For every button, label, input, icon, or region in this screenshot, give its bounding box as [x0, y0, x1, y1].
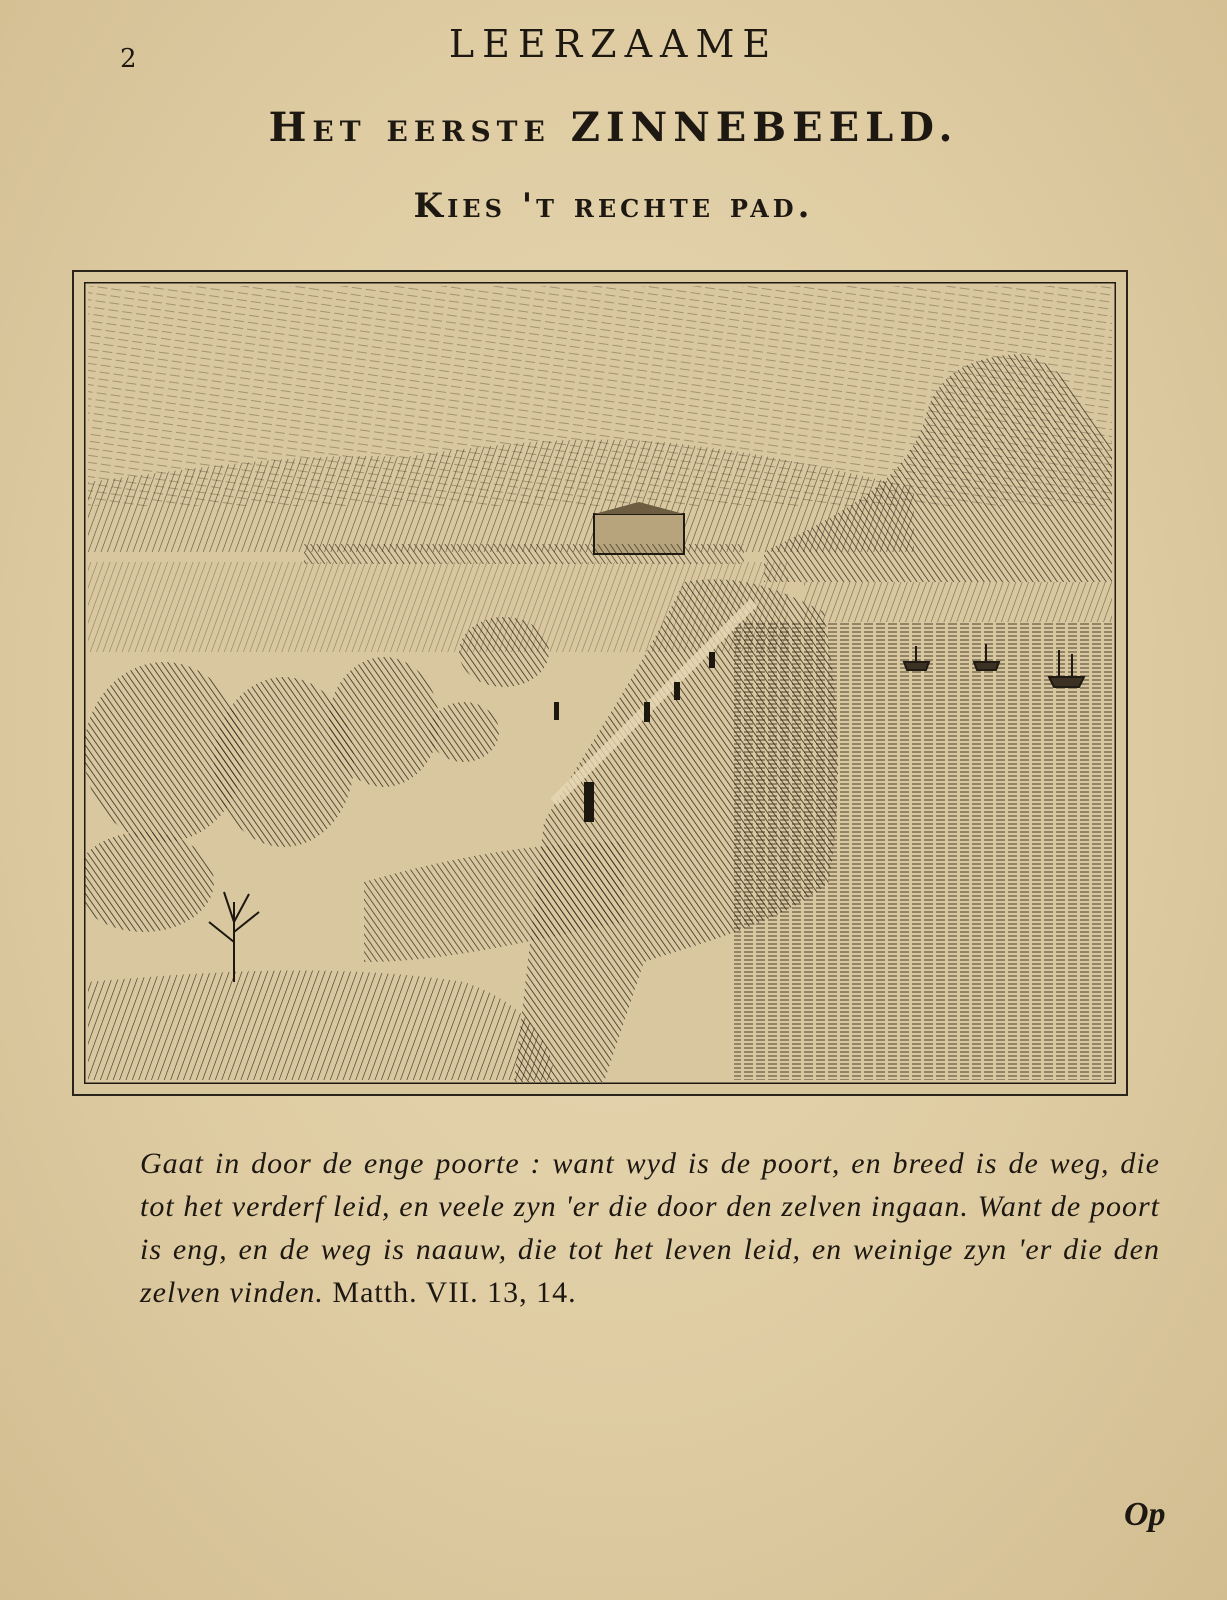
emblem-motto: Kies 't rechte pad. [413, 186, 814, 226]
scripture-citation: Matth. VII. 13, 14. [332, 1276, 577, 1309]
engraving-plate [72, 270, 1128, 1096]
catchword: Op [1124, 1496, 1166, 1533]
landscape-engraving [84, 282, 1116, 1084]
page-number: 2 [120, 44, 137, 74]
scripture-caption [140, 1142, 1160, 1314]
emblem-title: Het eerste ZINNEBEELD. [268, 104, 959, 151]
caption-text: Gaat in door de enge poorte : want wyd is de poort, en breed is de weg, die tot het verderf leid, en veele zyn 'er die door den zelven ingaan. Want de poort is eng, en de weg is naauw, die tot het leven leid, en weinige zyn 'er die den zelven vinden. [140, 1147, 1160, 1309]
running-head: LEERZAAME [448, 22, 779, 66]
